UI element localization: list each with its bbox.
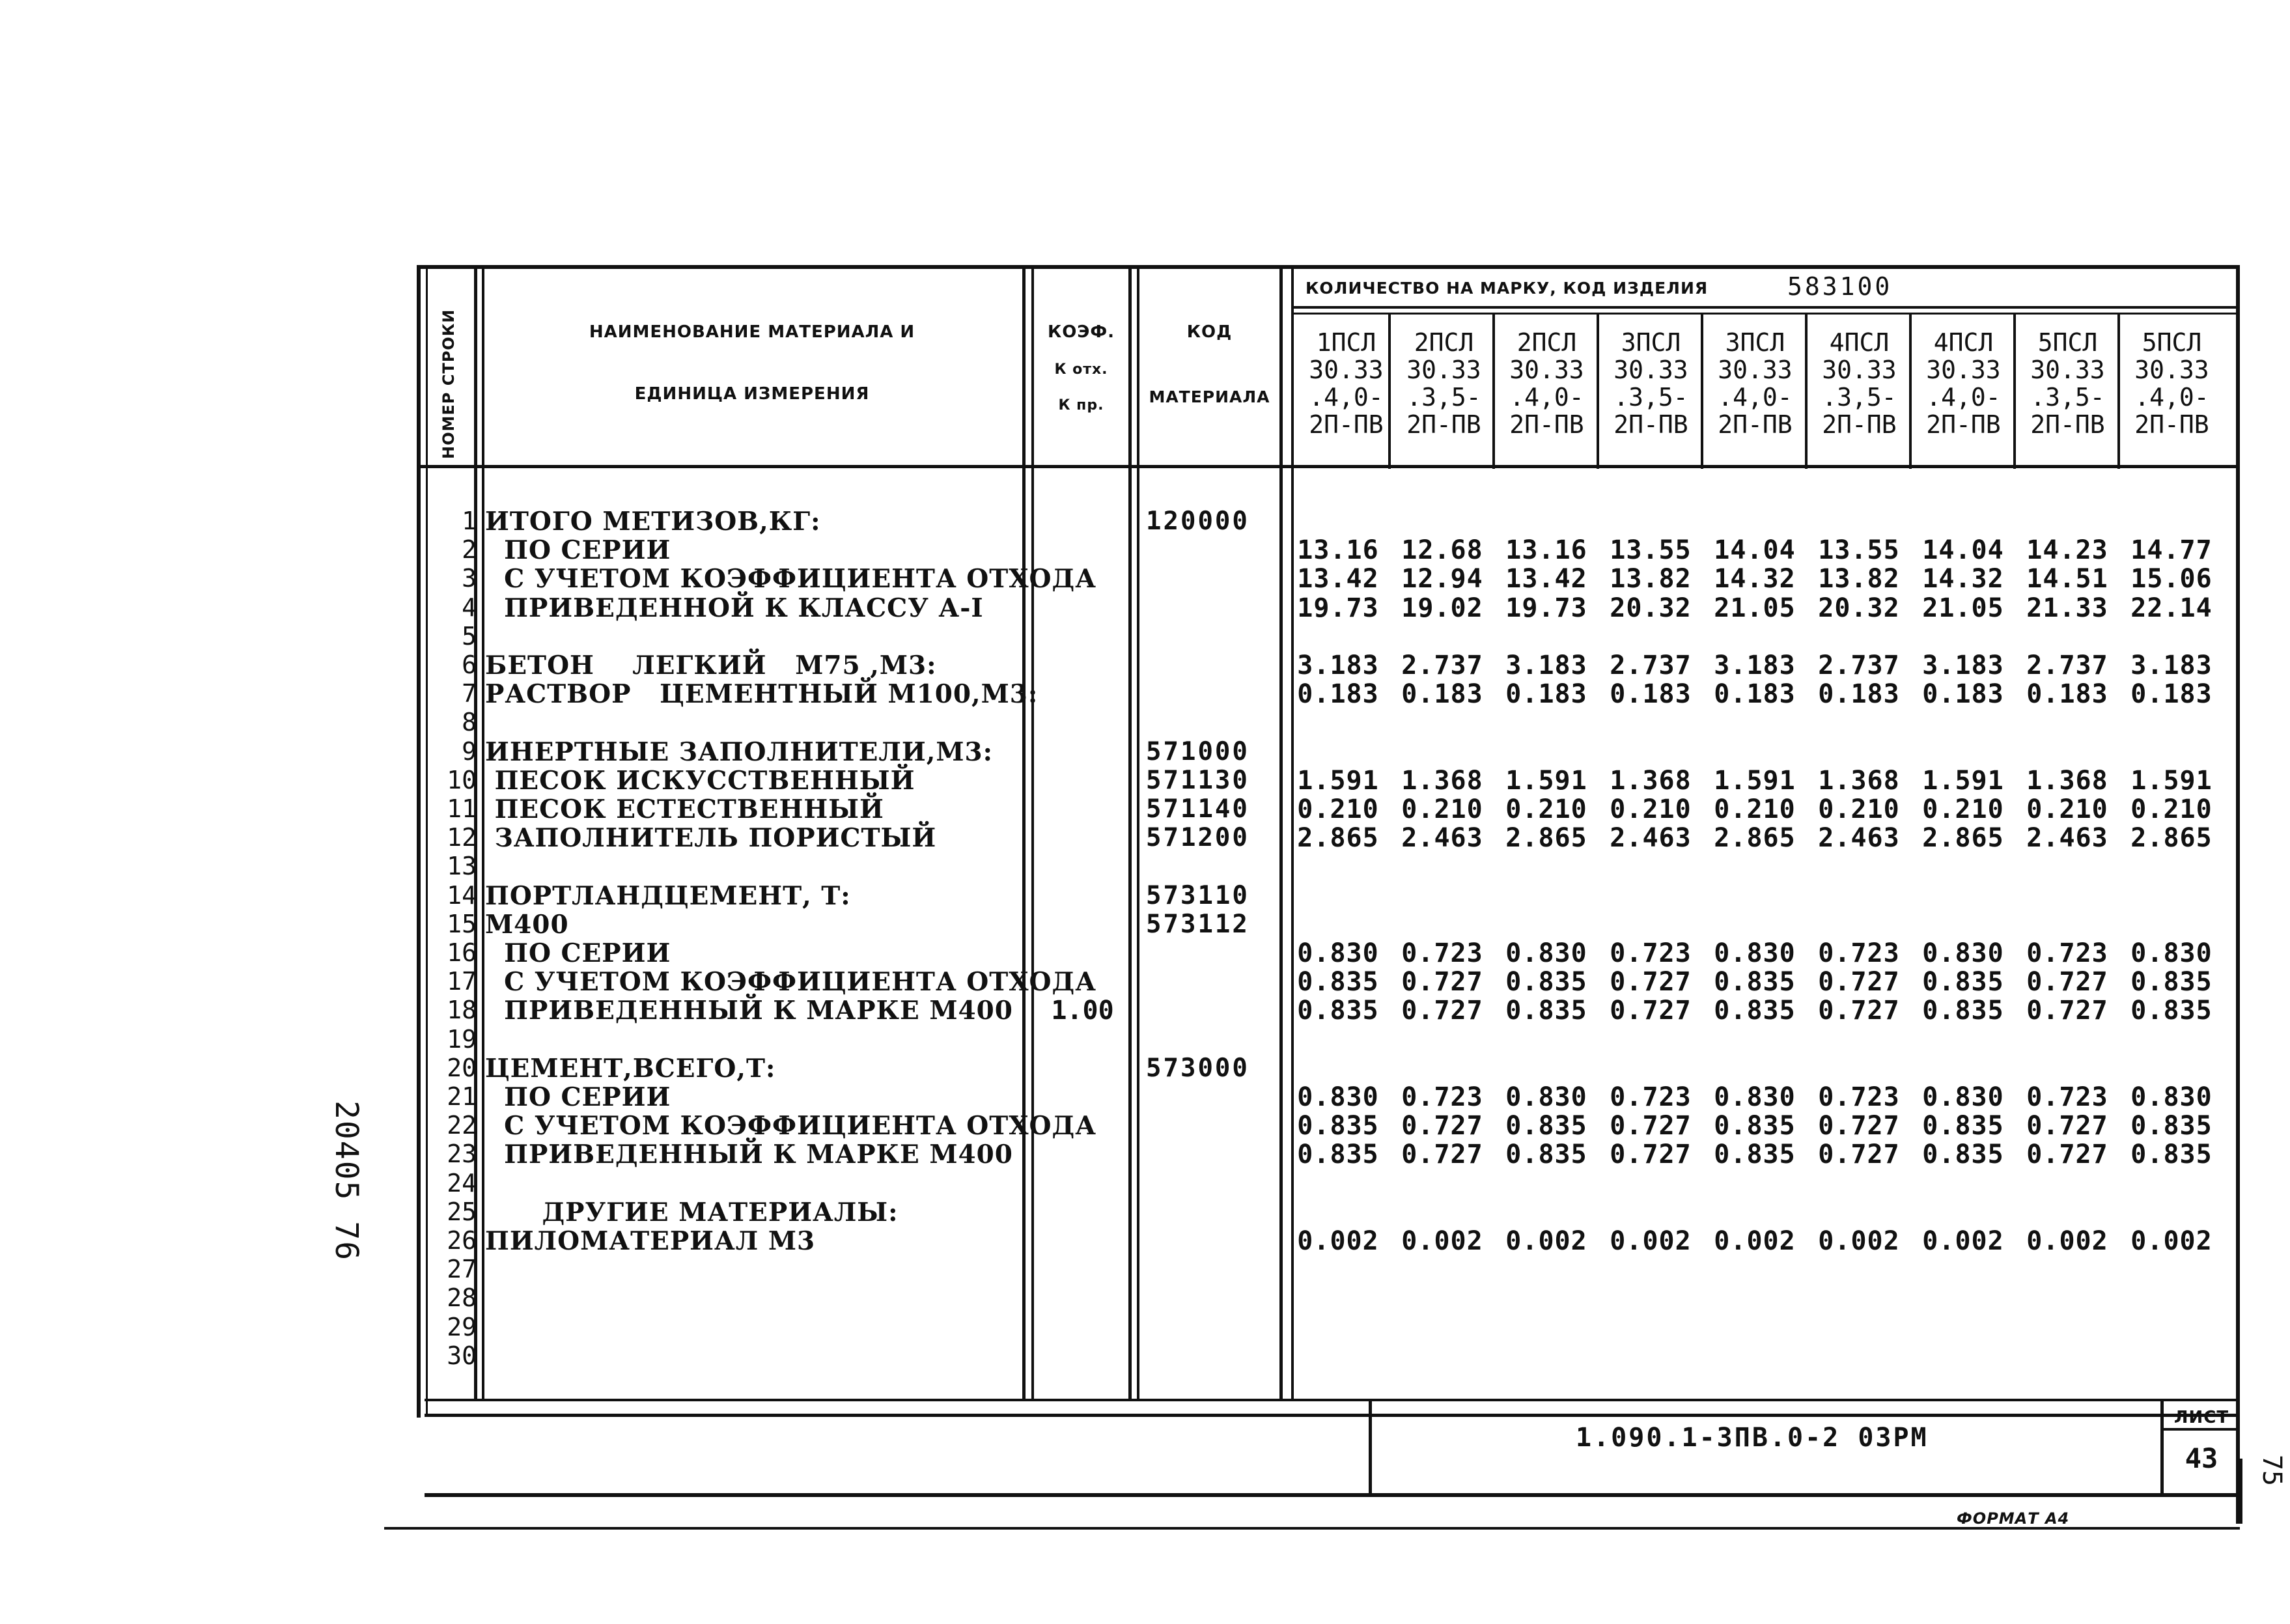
product-column-header-line: 5ПСЛ: [2142, 328, 2202, 357]
quantity-value: 0.723: [1610, 938, 1692, 968]
quantity-value: 0.002: [2130, 1226, 2213, 1256]
quantity-value: 22.14: [2130, 593, 2213, 623]
row-number: 24: [447, 1169, 477, 1197]
product-column-header-line: 2П-ПВ: [2134, 410, 2209, 439]
quantity-value: 0.835: [2130, 1140, 2213, 1169]
quantity-value: 0.835: [1922, 967, 2004, 997]
quantity-value: 0.835: [1922, 996, 2004, 1026]
material-name: С УЧЕТОМ КОЭФФИЦИЕНТА ОТХОДА: [485, 564, 1096, 594]
quantity-value: 0.723: [1610, 1082, 1692, 1112]
quantity-value: 0.210: [1922, 794, 2004, 824]
quantity-value: 0.727: [2026, 1140, 2108, 1169]
coefficient-value: 1.00: [1051, 996, 1114, 1026]
quantity-value: 0.183: [2026, 679, 2108, 709]
product-column-header-line: 2П-ПВ: [1926, 410, 2001, 439]
product-column-header-line: 30.33: [2030, 356, 2105, 384]
material-name: ПРИВЕДЕННОЙ К КЛАССУ А-I: [485, 593, 984, 623]
material-name: ПРИВЕДЕННЫЙ К МАРКЕ М400: [485, 996, 1013, 1026]
quantity-value: 0.210: [1818, 794, 1900, 824]
corner-mark: 75: [2257, 1454, 2287, 1487]
quantity-value: 0.723: [1401, 1082, 1483, 1112]
row-number: 1: [462, 507, 477, 535]
quantity-value: 19.73: [1505, 593, 1587, 623]
product-column-header-line: 2П-ПВ: [1718, 410, 1793, 439]
quantity-value: 0.727: [1610, 1140, 1692, 1169]
quantity-value: 1.591: [1297, 766, 1379, 796]
product-column-header-line: 30.33: [1509, 356, 1584, 384]
product-column-header-line: 4ПСЛ: [1933, 328, 1994, 357]
quantity-value: 0.002: [1610, 1226, 1692, 1256]
product-column-header-line: 30.33: [2134, 356, 2209, 384]
quantity-value: 13.82: [1610, 564, 1692, 594]
quantity-value: 2.463: [1610, 823, 1692, 853]
name-header-line2: ЕДИНИЦА ИЗМЕРЕНИЯ: [634, 384, 870, 404]
row-number: 17: [447, 967, 477, 996]
quantity-value: 0.835: [1505, 1111, 1587, 1141]
material-name: ПО СЕРИИ: [485, 938, 671, 968]
material-name: ПОРТЛАНДЦЕМЕНТ, Т:: [485, 881, 851, 911]
quantity-value: 1.368: [1401, 766, 1483, 796]
quantity-value: 0.002: [1818, 1226, 1900, 1256]
quantity-value: 3.183: [1714, 651, 1796, 680]
quantity-value: 15.06: [2130, 564, 2213, 594]
quantity-value: 0.830: [1505, 938, 1587, 968]
quantity-value: 13.16: [1297, 535, 1379, 565]
product-code: 583100: [1787, 272, 1893, 301]
quantity-value: 20.32: [1818, 593, 1900, 623]
quantity-value: 14.32: [1922, 564, 2004, 594]
row-number: 14: [447, 881, 477, 910]
quantity-value: 0.723: [2026, 1082, 2108, 1112]
product-column-header-line: .4,0-: [2134, 383, 2209, 412]
quantity-value: 0.183: [1401, 679, 1483, 709]
quantity-value: 1.368: [1610, 766, 1692, 796]
product-column-header-line: .4,0-: [1926, 383, 2001, 412]
quantity-value: 0.727: [1818, 996, 1900, 1026]
product-column-header-line: 30.33: [1718, 356, 1793, 384]
row-number: 13: [447, 852, 477, 880]
row-number: 25: [447, 1197, 477, 1226]
material-code: 571000: [1146, 737, 1250, 766]
product-column-header-line: .4,0-: [1718, 383, 1793, 412]
material-name: С УЧЕТОМ КОЭФФИЦИЕНТА ОТХОДА: [485, 967, 1096, 997]
sheet-number: 43: [2185, 1442, 2218, 1474]
quantity-value: 0.183: [1610, 679, 1692, 709]
material-name: М400: [485, 910, 569, 940]
quantity-value: 0.183: [1818, 679, 1900, 709]
coef-header-line3: К пр.: [1058, 397, 1104, 413]
quantity-value: 2.737: [2026, 651, 2108, 680]
material-name: РАСТВОР ЦЕМЕНТНЫЙ М100,М3:: [485, 679, 1039, 709]
quantity-value: 0.183: [1714, 679, 1796, 709]
row-number: 6: [462, 651, 477, 679]
material-name: ДРУГИЕ МАТЕРИАЛЫ:: [485, 1197, 899, 1227]
product-column-header-line: .4,0-: [1309, 383, 1384, 412]
quantity-value: 0.727: [1610, 967, 1692, 997]
name-header-line1: НАИМЕНОВАНИЕ МАТЕРИАЛА И: [589, 322, 915, 342]
quantity-value: 2.737: [1818, 651, 1900, 680]
quantity-value: 0.830: [1297, 938, 1379, 968]
material-name: С УЧЕТОМ КОЭФФИЦИЕНТА ОТХОДА: [485, 1111, 1096, 1141]
quantity-value: 14.04: [1714, 535, 1796, 565]
material-name: ПЕСОК ИСКУССТВЕННЫЙ: [485, 766, 915, 796]
row-number: 19: [447, 1025, 477, 1054]
material-code: 571200: [1146, 823, 1250, 852]
product-column-header-line: 3ПСЛ: [1725, 328, 1785, 357]
product-column-header-line: 30.33: [1926, 356, 2001, 384]
product-column-header-line: 2П-ПВ: [1613, 410, 1688, 439]
quantity-value: 0.835: [1505, 1140, 1587, 1169]
quantity-value: 0.727: [1610, 996, 1692, 1026]
quantity-value: 0.830: [1922, 938, 2004, 968]
quantity-value: 0.727: [1818, 967, 1900, 997]
product-column-header: [1809, 329, 1910, 438]
material-name: ИТОГО МЕТИЗОВ,КГ:: [485, 507, 821, 537]
quantity-value: 2.865: [1922, 823, 2004, 853]
quantity-value: 0.835: [2130, 1111, 2213, 1141]
row-number: 5: [462, 622, 477, 651]
row-number: 22: [447, 1111, 477, 1140]
quantity-value: 20.32: [1610, 593, 1692, 623]
product-column-header: [1496, 329, 1597, 438]
material-code: 573110: [1146, 881, 1250, 910]
row-number: 2: [462, 535, 477, 564]
quantity-value: 0.835: [1297, 1111, 1379, 1141]
row-number: 21: [447, 1082, 477, 1111]
document-code: 1.090.1-3ПВ.0-2 03РМ: [1576, 1423, 1929, 1453]
product-column-header-line: .4,0-: [1509, 383, 1584, 412]
quantity-value: 0.723: [1818, 938, 1900, 968]
quantity-value: 2.737: [1610, 651, 1692, 680]
quantity-value: 0.002: [1505, 1226, 1587, 1256]
quantity-value: 0.727: [2026, 1111, 2108, 1141]
row-number: 23: [447, 1140, 477, 1168]
quantity-value: 3.183: [1505, 651, 1587, 680]
row-number-header: НОМЕР СТРОКИ: [440, 309, 458, 459]
product-column-header: [2121, 329, 2222, 438]
row-number: 20: [447, 1054, 477, 1082]
quantity-value: 0.002: [1297, 1226, 1379, 1256]
product-column-header-line: 30.33: [1406, 356, 1481, 384]
quantity-value: 0.210: [1714, 794, 1796, 824]
quantity-value: 0.210: [1505, 794, 1587, 824]
quantity-value: 0.830: [1505, 1082, 1587, 1112]
quantity-value: 0.002: [2026, 1226, 2108, 1256]
row-number: 10: [447, 766, 477, 794]
quantity-value: 0.210: [1610, 794, 1692, 824]
quantity-value: 0.727: [1818, 1140, 1900, 1169]
row-number: 9: [462, 737, 477, 766]
material-code: 120000: [1146, 507, 1250, 536]
row-number: 7: [462, 679, 477, 708]
quantity-value: 0.727: [1401, 967, 1483, 997]
quantity-value: 0.835: [1297, 1140, 1379, 1169]
product-column-header-line: 4ПСЛ: [1829, 328, 1890, 357]
quantity-value: 0.835: [1714, 1111, 1796, 1141]
quantity-value: 0.002: [1922, 1226, 2004, 1256]
quantity-value: 0.183: [1505, 679, 1587, 709]
quantity-value: 13.55: [1610, 535, 1692, 565]
quantity-value: 14.51: [2026, 564, 2108, 594]
quantity-value: 1.591: [1922, 766, 2004, 796]
product-column-header-line: 2П-ПВ: [1509, 410, 1584, 439]
quantity-value: 2.463: [1401, 823, 1483, 853]
row-number: 28: [447, 1283, 477, 1312]
row-number: 15: [447, 910, 477, 938]
product-column-header: [1705, 329, 1806, 438]
quantity-value: 2.865: [1505, 823, 1587, 853]
material-code: 573000: [1146, 1054, 1250, 1083]
row-number: 11: [447, 794, 477, 823]
quantity-value: 2.865: [1714, 823, 1796, 853]
material-code: 571140: [1146, 794, 1250, 824]
product-column-header-line: 30.33: [1309, 356, 1384, 384]
quantity-value: 0.183: [2130, 679, 2213, 709]
quantity-value: 3.183: [2130, 651, 2213, 680]
product-column-header: [1600, 329, 1701, 438]
row-number: 29: [447, 1313, 477, 1341]
quantity-value: 1.591: [1714, 766, 1796, 796]
quantity-value: 0.835: [1922, 1111, 2004, 1141]
row-number: 30: [447, 1341, 477, 1370]
product-column-header-line: 3ПСЛ: [1621, 328, 1681, 357]
quantity-value: 0.210: [1401, 794, 1483, 824]
quantity-value: 14.32: [1714, 564, 1796, 594]
material-name: ПО СЕРИИ: [485, 1082, 671, 1112]
product-column-header: [1296, 329, 1397, 438]
quantity-value: 0.002: [1401, 1226, 1483, 1256]
material-name: ИНЕРТНЫЕ ЗАПОЛНИТЕЛИ,М3:: [485, 737, 994, 767]
quantity-value: 14.23: [2026, 535, 2108, 565]
quantity-value: 0.835: [2130, 967, 2213, 997]
material-name: ПИЛОМАТЕРИАЛ М3: [485, 1226, 816, 1256]
product-column-header-line: 2П-ПВ: [1822, 410, 1897, 439]
quantity-value: 0.830: [1297, 1082, 1379, 1112]
row-number: 8: [462, 708, 477, 736]
quantity-value: 0.835: [2130, 996, 2213, 1026]
quantity-value: 12.94: [1401, 564, 1483, 594]
quantity-value: 13.55: [1818, 535, 1900, 565]
quantity-value: 0.210: [2026, 794, 2108, 824]
quantity-value: 0.835: [1505, 967, 1587, 997]
row-number: 3: [462, 564, 477, 593]
product-column-header-line: 1ПСЛ: [1316, 328, 1376, 357]
quantity-value: 2.737: [1401, 651, 1483, 680]
qty-header-label: КОЛИЧЕСТВО НА МАРКУ, КОД ИЗДЕЛИЯ: [1306, 279, 1709, 298]
product-column-header-line: 2ПСЛ: [1516, 328, 1577, 357]
row-number: 12: [447, 823, 477, 852]
quantity-value: 13.16: [1505, 535, 1587, 565]
material-code: 571130: [1146, 766, 1250, 795]
row-number: 26: [447, 1226, 477, 1255]
material-name: БЕТОН ЛЕГКИЙ М75 ,М3:: [485, 651, 937, 680]
product-column-header-line: 2П-ПВ: [1406, 410, 1481, 439]
sheet-label: ЛИСТ: [2173, 1408, 2229, 1427]
side-number: 20405 76: [328, 1100, 365, 1262]
quantity-value: 1.368: [1818, 766, 1900, 796]
row-number: 16: [447, 938, 477, 967]
product-column-header-line: 30.33: [1613, 356, 1688, 384]
quantity-value: 0.830: [2130, 1082, 2213, 1112]
quantity-value: 21.05: [1714, 593, 1796, 623]
material-name: ПЕСОК ЕСТЕСТВЕННЫЙ: [485, 794, 884, 824]
quantity-value: 14.77: [2130, 535, 2213, 565]
quantity-value: 2.865: [1297, 823, 1379, 853]
quantity-value: 2.865: [2130, 823, 2213, 853]
quantity-value: 19.73: [1297, 593, 1379, 623]
quantity-value: 2.463: [2026, 823, 2108, 853]
quantity-value: 0.723: [2026, 938, 2108, 968]
row-number: 4: [462, 593, 477, 622]
quantity-value: 0.727: [1401, 1111, 1483, 1141]
quantity-value: 0.835: [1297, 967, 1379, 997]
product-column-header: [1393, 329, 1494, 438]
quantity-value: 0.727: [1610, 1111, 1692, 1141]
quantity-value: 0.835: [1505, 996, 1587, 1026]
quantity-value: 0.183: [1297, 679, 1379, 709]
quantity-value: 0.727: [1401, 996, 1483, 1026]
quantity-value: 0.723: [1818, 1082, 1900, 1112]
product-column-header-line: 30.33: [1822, 356, 1897, 384]
quantity-value: 21.05: [1922, 593, 2004, 623]
quantity-value: 0.183: [1922, 679, 2004, 709]
product-column-header-line: .3,5-: [1822, 383, 1897, 412]
quantity-value: 13.82: [1818, 564, 1900, 594]
product-column-header: [1913, 329, 2014, 438]
quantity-value: 0.830: [1714, 938, 1796, 968]
quantity-value: 0.210: [1297, 794, 1379, 824]
quantity-value: 0.830: [1714, 1082, 1796, 1112]
quantity-value: 0.835: [1714, 1140, 1796, 1169]
quantity-value: 0.727: [2026, 996, 2108, 1026]
quantity-value: 12.68: [1401, 535, 1483, 565]
code-header-line2: МАТЕРИАЛА: [1149, 387, 1270, 406]
product-column-header-line: .3,5-: [1613, 383, 1688, 412]
material-name: ЦЕМЕНТ,ВСЕГО,Т:: [485, 1054, 776, 1084]
quantity-value: 0.830: [1922, 1082, 2004, 1112]
quantity-value: 21.33: [2026, 593, 2108, 623]
material-code: 573112: [1146, 910, 1250, 939]
row-number: 18: [447, 996, 477, 1024]
format-label: ФОРМАТ А4: [1957, 1509, 2070, 1528]
quantity-value: 2.463: [1818, 823, 1900, 853]
product-column-header-line: 2ПСЛ: [1414, 328, 1474, 357]
quantity-value: 0.723: [1401, 938, 1483, 968]
quantity-value: 0.727: [1401, 1140, 1483, 1169]
product-column-header-line: 5ПСЛ: [2037, 328, 2098, 357]
quantity-value: 1.368: [2026, 766, 2108, 796]
quantity-value: 13.42: [1297, 564, 1379, 594]
product-column-header-line: 2П-ПВ: [2030, 410, 2105, 439]
quantity-value: 0.835: [1714, 967, 1796, 997]
quantity-value: 0.210: [2130, 794, 2213, 824]
code-header-line1: КОД: [1186, 322, 1233, 342]
quantity-value: 19.02: [1401, 593, 1483, 623]
product-column-header-line: .3,5-: [2030, 383, 2105, 412]
row-number: 27: [447, 1255, 477, 1283]
coef-header-line1: КОЭФ.: [1047, 322, 1115, 342]
quantity-value: 0.830: [2130, 938, 2213, 968]
material-name: ЗАПОЛНИТЕЛЬ ПОРИСТЫЙ: [485, 823, 937, 853]
quantity-value: 0.835: [1297, 996, 1379, 1026]
material-name: ПО СЕРИИ: [485, 535, 671, 565]
quantity-value: 0.002: [1714, 1226, 1796, 1256]
coef-header-line2: К отх.: [1054, 361, 1108, 378]
material-name: ПРИВЕДЕННЫЙ К МАРКЕ М400: [485, 1140, 1013, 1169]
quantity-value: 13.42: [1505, 564, 1587, 594]
product-column-header: [2017, 329, 2118, 438]
quantity-value: 1.591: [1505, 766, 1587, 796]
quantity-value: 3.183: [1922, 651, 2004, 680]
quantity-value: 0.727: [2026, 967, 2108, 997]
quantity-value: 3.183: [1297, 651, 1379, 680]
quantity-value: 1.591: [2130, 766, 2213, 796]
quantity-value: 0.835: [1922, 1140, 2004, 1169]
quantity-value: 0.727: [1818, 1111, 1900, 1141]
product-column-header-line: .3,5-: [1406, 383, 1481, 412]
product-column-header-line: 2П-ПВ: [1309, 410, 1384, 439]
quantity-value: 0.835: [1714, 996, 1796, 1026]
quantity-value: 14.04: [1922, 535, 2004, 565]
